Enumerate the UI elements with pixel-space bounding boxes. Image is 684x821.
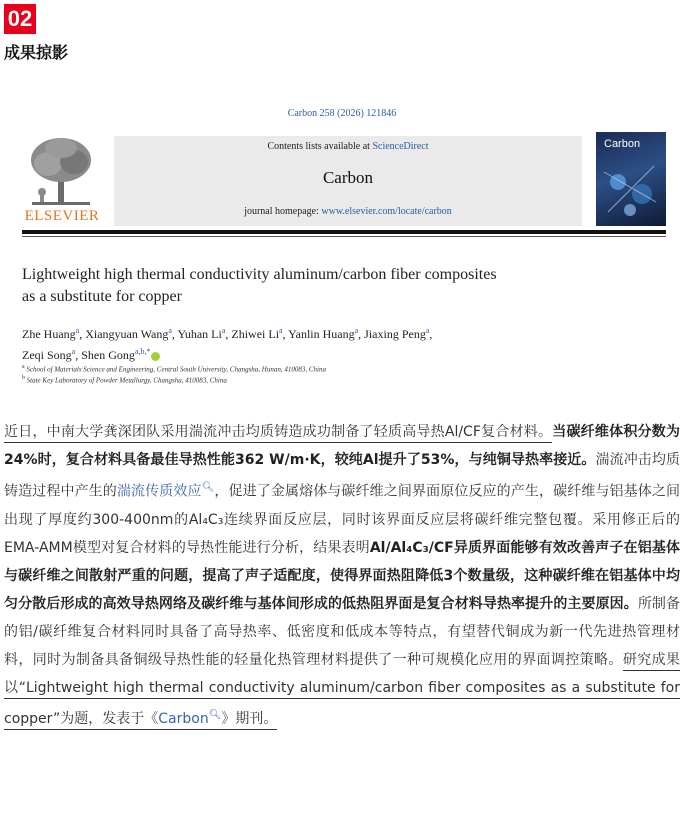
author-list: Zhe Huang$^a$, Xiangyuan Wang$^a$, Yuhan Li$^a$, Zhiwei Li$^a$, Yanlin Huang$^a$, Jiaxing Peng$^a$, Zeqi Song$^a$, Shen Gong$^{a,b,*}$: [22, 326, 433, 362]
affiliation-b: $^b$ State Key Laboratory of Powder Metallurgy, Changsha, 410083, China: [22, 375, 227, 385]
intro-sentence: 近日，中南大学龚深团队采用湍流冲击均质铸造成功制备了轻质高导热Al/CF复合材料。: [4, 424, 552, 443]
mechanism-bold: Al/Al₄C₃/CF异质界面能够有效改善声子在铝基体与碳纤维之间散射严重的问题，提高了声子适配度，使得界面热阻降低3个数量级，这种碳纤维在铝基体中均匀分散后形成的高效导热网络及碳纤维与基体间形成的低热阻界面是复合材料导热率提升的主要原因。: [4, 539, 680, 612]
author: Yanlin Huang: [288, 327, 355, 341]
keyword-search-link[interactable]: 湍流传质效应: [116, 483, 202, 500]
orcid-icon[interactable]: [151, 352, 160, 361]
journal-reference[interactable]: Carbon 258 (2026) 121846: [287, 108, 397, 119]
journal-header-band: [114, 136, 582, 226]
body-paragraph: 近日，中南大学龚深团队采用湍流冲击均质铸造成功制备了轻质高导热Al/CF复合材料。当碳纤维体积分数为24%时，复合材料具备最佳导热性能362 W/m·K，较纯Al提升了53%，与纯铜导热率接近。湍流冲击均质铸造过程中产生的湍流传质效应🔍︎，促进了金属熔体与碳纤维之间界面原位反应的产生，碳纤维与铝基体之间出现了厚度约300-400nm的Al₄C₃连续界面反应层，同时该界面反应层将碳纤维完整包覆。采用修正后的EMA-AMM模型对复合材料的导热性能进行分析，结果表明Al/Al₄C₃/CF异质界面能够有效改善声子在铝基体与碳纤维之间散射严重的问题，提高了声子适配度，使得界面热阻降低3个数量级，这种碳纤维在铝基体中均匀分散后形成的高效导热网络及碳纤维与基体间形成的低热阻界面是复合材料导热率提升的主要原因。所制备的铝/碳纤维复合材料同时具备了高导热率、低密度和低成本等特点，有望替代铜成为新一代先进热管理材料，同时为制备具备铜级导热性能的轻量化热管理材料提供了一种可规模化应用的界面调控策略。研究成果以“Lightweight high thermal conductivity aluminum/carbon fiber composites as a substitute for copper”为题，发表于《Carbon🔍︎》期刊。: [4, 418, 680, 733]
search-icon[interactable]: 🔍︎: [201, 482, 215, 493]
homepage-line: journal homepage: www.elsevier.com/locate/carbon: [244, 206, 452, 217]
publication-sentence: 研究成果以“Lightweight high thermal conductivity aluminum/carbon fiber composites as a substitute for copper”为题，发表于《Carbon🔍︎》期刊。: [4, 652, 680, 731]
author: Zhiwei Li: [231, 327, 280, 341]
author: Shen Gong: [81, 348, 135, 362]
header-rule-thin: [22, 236, 666, 237]
author: Zhe Huang: [22, 327, 76, 341]
section-title: 成果掠影: [4, 43, 69, 62]
journal-name: Carbon: [322, 168, 374, 187]
contents-line: Contents lists available at ScienceDirect: [267, 141, 429, 152]
author: Zeqi Song: [22, 348, 72, 362]
author: Yuhan Li: [177, 327, 222, 341]
key-result-bold: 当碳纤维体积分数为24%时，复合材料具备最佳导热性能362 W/m·K，较纯Al提升了53%，与纯铜导热率接近。: [4, 424, 680, 468]
article-title: Lightweight high thermal conductivity aluminum/carbon fiber composites as a substitute for copper: [22, 266, 497, 305]
author: Jiaxing Peng: [364, 327, 426, 341]
publisher-wordmark: ELSEVIER: [24, 208, 100, 224]
journal-search-link[interactable]: Carbon: [158, 711, 209, 728]
paper-header-image: [0, 96, 684, 396]
journal-homepage-link[interactable]: www.elsevier.com/locate/carbon: [321, 206, 452, 217]
affiliation-a: $^a$ School of Materials Science and Engineering, Central South University, Changsha, Hunan, 410083, China: [22, 364, 326, 374]
section-header: [4, 4, 36, 34]
author: Xiangyuan Wang: [85, 327, 169, 341]
header-rule-thick: [22, 230, 666, 234]
journal-cover-image: [596, 132, 666, 226]
section-number-badge: 02: [4, 4, 36, 34]
search-icon[interactable]: 🔍︎: [208, 709, 222, 721]
sciencedirect-link[interactable]: ScienceDirect: [372, 141, 429, 152]
cover-title: Carbon: [604, 138, 641, 150]
